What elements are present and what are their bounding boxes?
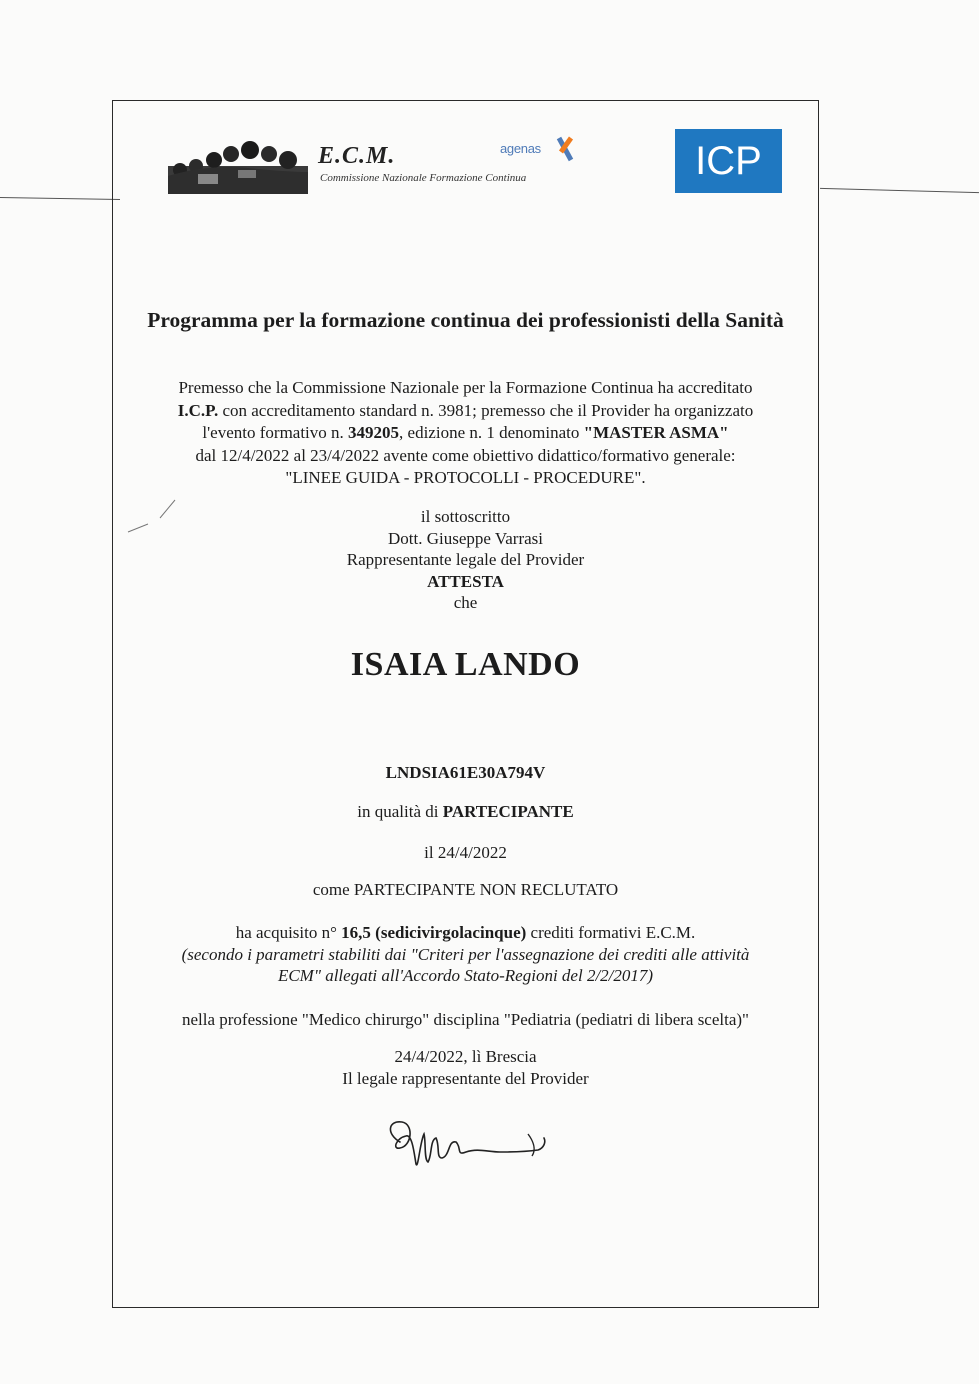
undersigned-label: il sottoscritto [420,507,511,526]
scan-line-left [0,197,120,200]
agenas-logo-text: agenas [500,141,541,156]
ecm-logo-painting [168,136,308,194]
ecm-logo-title: E.C.M. [318,143,396,169]
event-name: "MASTER ASMA" [583,423,729,442]
attests-label: ATTESTA [427,571,504,591]
fiscal-code: LNDSIA61E30A794V [385,763,546,782]
intro-line-1: Premesso che la Commissione Nazionale per la Formazione Continua ha accreditato [178,378,753,397]
scan-line-right [820,188,979,193]
profession-line: nella professione "Medico chirurgo" disciplina "Pediatria (pediatri di libera scelta)" [181,1010,749,1029]
document-title: Programma per la formazione continua dei professionisti della Sanità [147,308,784,332]
handwritten-signature [378,1112,558,1182]
signatory-role: Rappresentante legale del Provider [346,550,585,569]
event-number: 349205 [348,423,400,442]
intro-line-4: dal 12/4/2022 al 23/4/2022 avente come obiettivo didattico/formativo generale: [195,445,736,465]
criteria-line-2: ECM" allegati all'Accordo Stato-Regioni del 2/2/2017) [277,966,654,985]
participant-status: come PARTECIPANTE NON RECLUTATO [312,880,619,899]
place-date: 24/4/2022, lì Brescia [394,1047,537,1066]
participation-date: il 24/4/2022 [424,843,507,862]
role-value: PARTECIPANTE [442,802,574,821]
scan-mark [120,496,180,536]
criteria-line-1: (secondo i parametri stabiliti dai "Criteri per l'assegnazione dei crediti alle attività [181,945,750,964]
intro-line-2: I.C.P. con accreditamento standard n. 3981; premesso che il Provider ha organizzato [177,400,754,420]
icp-logo: ICP [675,129,782,193]
intro-line-5: "LINEE GUIDA - PROTOCOLLI - PROCEDURE". [285,468,646,487]
credits-line: ha acquisito n° 16,5 (sedicivirgolacinque) crediti formativi E.C.M. [235,923,696,942]
intro-paragraph [112,377,819,490]
provider-name: I.C.P. [177,400,219,420]
credits-amount: 16,5 (sedicivirgolacinque) [341,923,527,942]
that-label: che [453,593,478,612]
agenas-logo-icon [545,134,585,164]
signatory-name: Dott. Giuseppe Varrasi [387,528,544,548]
closing-block [112,1046,819,1089]
participant-name: ISAIA LANDO [350,646,581,683]
signatory-block [112,506,819,614]
credits-criteria [112,944,819,986]
participant-role: in qualità di PARTECIPANTE [357,802,574,821]
ecm-logo-subtitle: Commissione Nazionale Formazione Continua [320,172,527,184]
intro-line-3: l'evento formativo n. 349205, edizione n. 1 denominato "MASTER ASMA" [202,423,729,442]
signer-title: Il legale rappresentante del Provider [342,1068,589,1088]
